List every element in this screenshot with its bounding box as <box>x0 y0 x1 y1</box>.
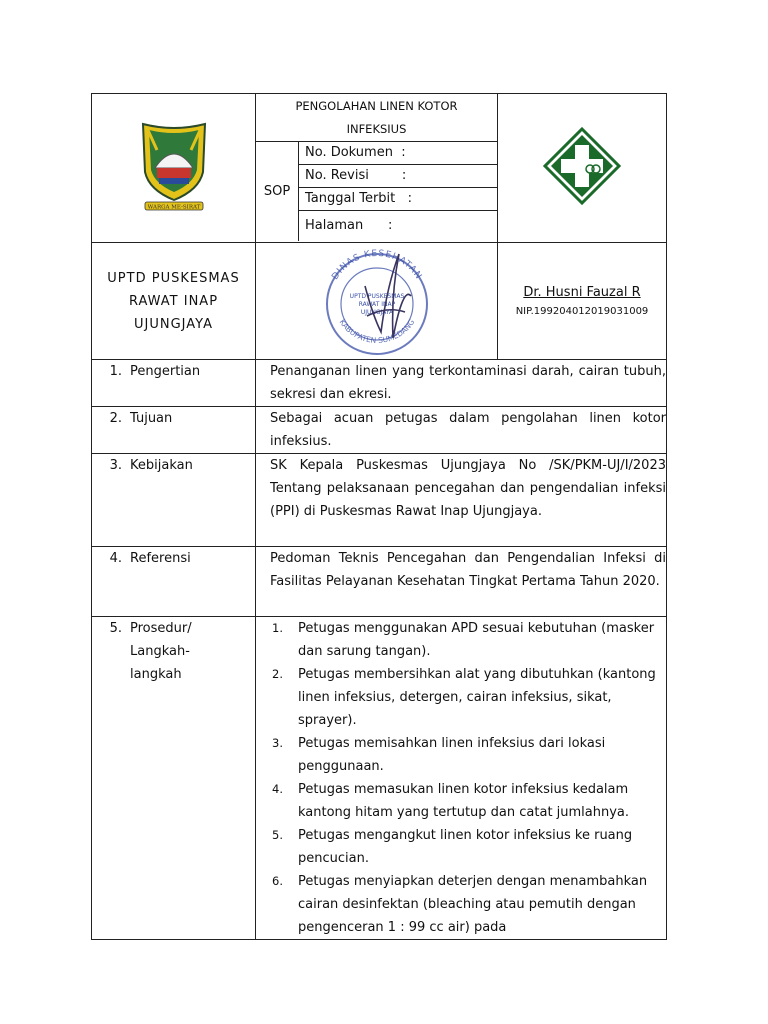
list-item: 1. Petugas menggunakan APD sesuai kebutuhan (masker dan sarung tangan). <box>272 621 655 659</box>
section-label: 5. Prosedur/ Langkah- langkah <box>92 617 256 940</box>
section-content: SK Kepala Puskesmas Ujungjaya No /SK/PKM-UJ/I/2023 Tentang pelaksanaan pencegahan dan pengendalian infeksi (PPI) di Puskesmas Rawat Inap Ujungjaya. <box>256 454 667 547</box>
stamp-center-3: UJUNGJAYA <box>360 309 393 316</box>
list-item: 2. Petugas membersihkan alat yang dibutuhkan (kantong linen infeksius, detergen, cairan infeksius, sikat, sprayer). <box>272 667 656 728</box>
logo-motto: WARGA ME-SIRAT <box>147 204 200 211</box>
section-content: Penanganan linen yang terkontaminasi darah, cairan tubuh, sekresi dan ekresi. <box>256 360 667 407</box>
org-line-2: RAWAT INAP <box>128 293 219 309</box>
section-content: Pedoman Teknis Pencegahan dan Pengendalian Infeksi di Fasilitas Pelayanan Kesehatan Tingkat Pertama Tahun 2020. <box>256 547 667 617</box>
right-logo-cell <box>498 94 667 243</box>
org-line-1: UPTD PUSKESMAS <box>107 270 240 286</box>
title-line-2: INFEKSIUS <box>346 122 407 136</box>
section-label: 2. Tujuan <box>92 407 256 454</box>
left-logo-cell <box>92 94 256 243</box>
list-item: 6. Petugas menyiapkan deterjen dengan menambahkan cairan desinfektan (bleaching atau pemutih dengan pengenceran 1 : 99 cc air) pada <box>272 874 648 935</box>
stamp-ring-top: DINAS KESEHATAN <box>329 248 424 282</box>
list-item: 4. Petugas memasukan linen kotor infeksius kedalam kantong hitam yang tertutup dan catat jumlahnya. <box>272 782 630 820</box>
list-item: 3. Petugas memisahkan linen infeksius dari lokasi penggunaan. <box>272 736 606 774</box>
section-row <box>92 407 667 454</box>
list-item: 5. Petugas mengangkut linen kotor infeksius ke ruang pencucian. <box>272 828 633 866</box>
section-label: 4. Referensi <box>92 547 256 617</box>
section-row <box>92 360 667 407</box>
section-content: Sebagai acuan petugas dalam pengolahan linen kotor infeksius. <box>256 407 667 454</box>
title-block <box>256 94 498 243</box>
revision-field: No. Revisi : <box>299 165 498 188</box>
procedure-steps <box>256 617 667 940</box>
sop-label: SOP <box>256 142 299 242</box>
official-stamp <box>307 246 447 356</box>
section-label: 1. Pengertian <box>92 360 256 407</box>
signatory-name: Dr. Husni Fauzal R <box>523 285 641 300</box>
section-row <box>92 547 667 617</box>
org-line-3: UJUNGJAYA <box>134 316 213 332</box>
stamp-center-2: RAWAT INAP <box>358 301 395 308</box>
stamp-center-1: UPTD PUSKESMAS <box>349 293 404 300</box>
puskesmas-cross-logo-icon <box>543 127 621 205</box>
section-row <box>92 454 667 547</box>
stamp-cell <box>256 243 498 360</box>
page-field: Halaman : <box>299 211 498 242</box>
document-title <box>256 95 497 141</box>
section-row <box>92 617 667 940</box>
sop-table <box>91 93 667 940</box>
svg-text:DINAS KESEHATAN <box>330 249 423 282</box>
sumedang-regency-logo-icon <box>135 120 213 212</box>
signatory-nip: NIP.199204012019031009 <box>515 306 649 317</box>
section-label: 3. Kebijakan <box>92 454 256 547</box>
sop-document <box>91 93 666 940</box>
organization-name <box>92 243 256 360</box>
title-line-1: PENGOLAHAN LINEN KOTOR <box>295 99 458 113</box>
doc-number-field: No. Dokumen : <box>299 142 498 165</box>
issue-date-field: Tanggal Terbit : <box>299 188 498 211</box>
stamp-ring-bottom: KABUPATEN SUMEDANG <box>337 317 416 345</box>
signatory-cell <box>498 243 667 360</box>
